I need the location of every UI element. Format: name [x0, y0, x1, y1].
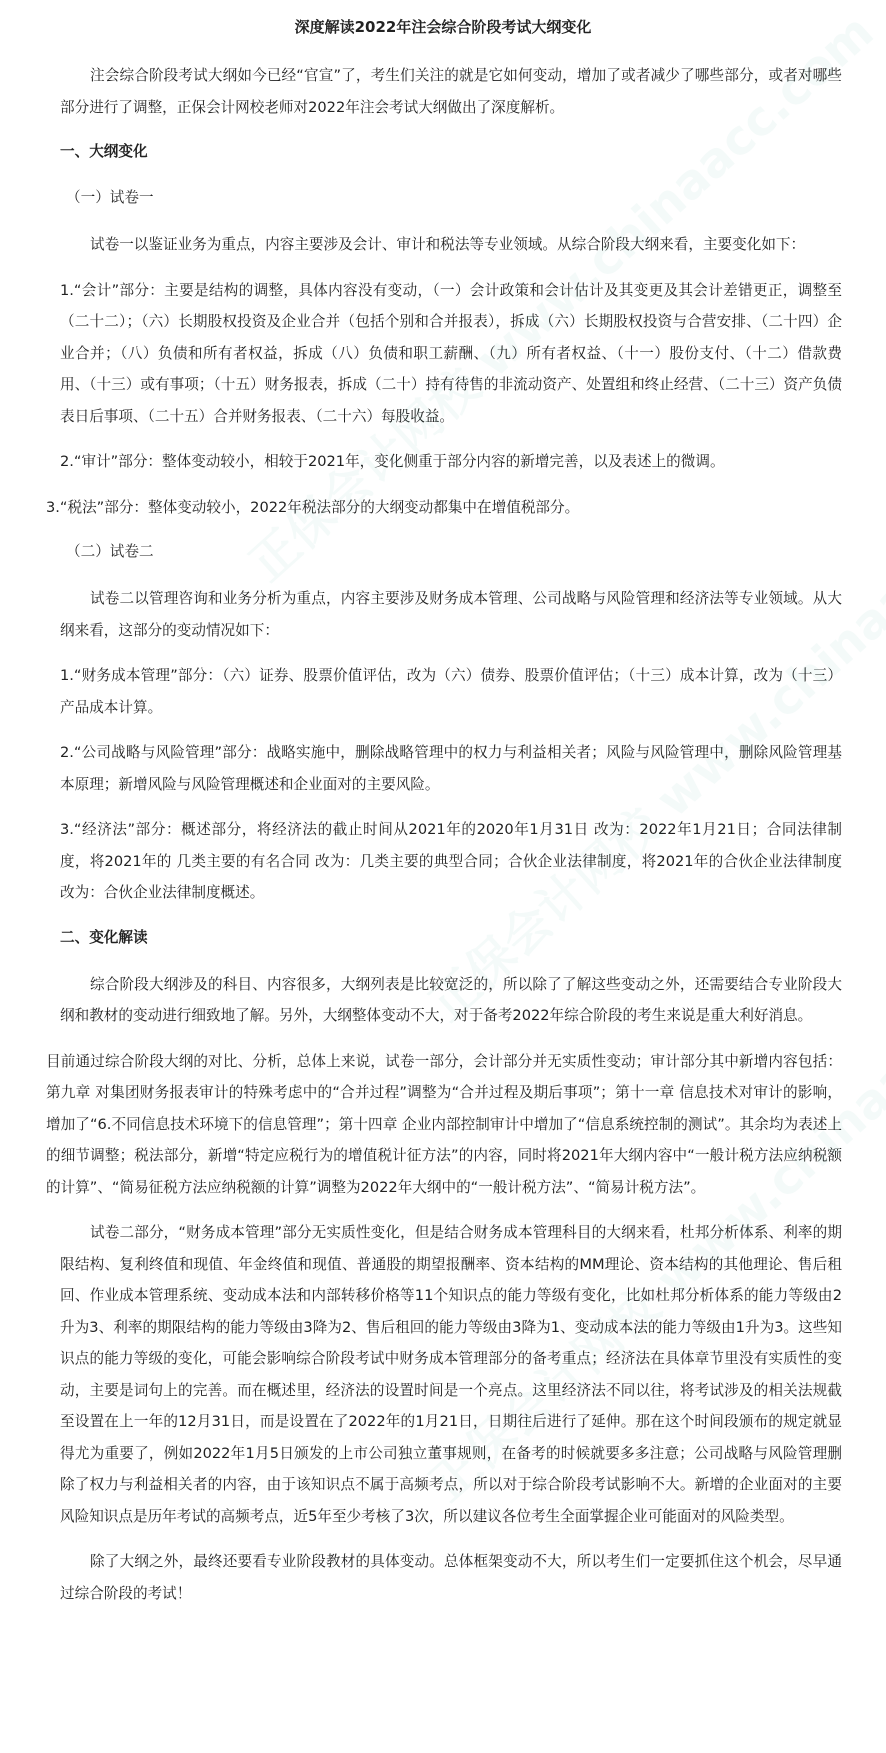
intro-paragraph: 注会综合阶段考试大纲如今已经“官宣”了，考生们关注的就是它如何变动，增加了或者减少了哪些部分，或者对哪些部分进行了调整，正保会计网校老师对2022年注会考试大纲做出了深度解析。	[60, 67, 842, 116]
subheading-paper-one: （一）试卷一	[66, 189, 154, 206]
subheading-paper-two: （二）试卷二	[66, 543, 154, 560]
interpretation-paragraph: 综合阶段大纲涉及的科目、内容很多，大纲列表是比较宽泛的，所以除了了解这些变动之外，还需要结合专业阶段大纲和教材的变动进行细致地了解。另外，大纲整体变动不大，对于备考2022年综合阶段的考生来说是重大利好消息。	[60, 975, 842, 1024]
article-title: 深度解读2022年注会综合阶段考试大纲变化	[294, 18, 592, 36]
interpretation-paragraph: 目前通过综合阶段大纲的对比、分析，总体上来说，试卷一部分，会计部分并无实质性变动；审计部分其中新增内容包括：第九章 对集团财务报表审计的特殊考虑中的“合并过程”调整为“合并过程及期后事项”；第十一章 信息技术对审计的影响，增加了“6.不同信息技术环境下的信息管理”；第十四章 企业内部控制审计中增加了“信息系统控制的测试”。其余均为表述上的细节调整；税法部分，新增“特定应税行为的增值税计征方法”的内容，同时将2021年大纲内容中“一般计税方法应纳税额的计算”、“简易征税方法应纳税额的计算”调整为2022年大纲中的“一般计税方法”、“简易计税方法”。	[46, 1052, 842, 1196]
section-heading-interpretation: 二、变化解读	[60, 928, 148, 946]
closing-paragraph: 除了大纲之外，最终还要看专业阶段教材的具体变动。总体框架变动不大，所以考生们一定要抓住这个机会，尽早通过综合阶段的考试！	[60, 1553, 842, 1602]
paper-two-item-strategy-risk: 2.“公司战略与风险管理”部分：战略实施中，删除战略管理中的权力与利益相关者；风险与风险管理中，删除风险管理基本原理；新增风险与风险管理概述和企业面对的主要风险。	[60, 744, 842, 793]
section-heading-outline-changes: 一、大纲变化	[60, 143, 148, 160]
paper-two-item-financial-cost: 1.“财务成本管理”部分：（六）证券、股票价值评估，改为（六）债券、股票价值评估；（十三）成本计算，改为（十三）产品成本计算。	[60, 667, 842, 716]
paper-one-intro: 试卷一以鉴证业务为重点，内容主要涉及会计、审计和税法等专业领域。从综合阶段大纲来看，主要变化如下：	[90, 236, 806, 253]
interpretation-paragraph: 试卷二部分，“财务成本管理”部分无实质性变化，但是结合财务成本管理科目的大纲来看，杜邦分析体系、利率的期限结构、复利终值和现值、年金终值和现值、普通股的期望报酬率、资本结构的MM理论、资本结构的其他理论、售后租回、作业成本管理系统、变动成本法和内部转移价格等11个知识点的能力等级有变化，比如杜邦分析体系的能力等级由2升为3、利率的期限结构的能力等级由3降为2、售后租回的能力等级由3降为1、变动成本法的能力等级由1升为3。这些知识点的能力等级的变化，可能会影响综合阶段考试中财务成本管理部分的备考重点；经济法在具体章节里没有实质性的变动，主要是词句上的完善。而在概述里，经济法的设置时间是一个亮点。这里经济法不同以往，将考试涉及的相关法规截至设置在上一年的12月31日，而是设置在了2022年的1月21日，日期往后进行了延伸。那在这个时间段颁布的规定就显得尤为重要了，例如2022年1月5日颁发的上市公司独立董事规则，在备考的时候就要多多注意；公司战略与风险管理删除了权力与利益相关者的内容，由于该知识点不属于高频考点，所以对于综合阶段考试影响不大。新增的企业面对的主要风险知识点是历年考试的高频考点，近5年至少考核了3次，所以建议各位考生全面掌握企业可能面对的风险类型。	[60, 1224, 842, 1525]
paper-one-item-accounting: 1.“会计”部分：主要是结构的调整，具体内容没有变动，（一）会计政策和会计估计及其变更及其会计差错更正，调整至（二十二）；（六）长期股权投资及企业合并（包括个别和合并报表），拆成（六）长期股权投资与合营安排、（二十四）企业合并；（八）负债和所有者权益，拆成（八）负债和职工薪酬、（九）所有者权益、（十一）股份支付、（十二）借款费用、（十三）或有事项；（十五）财务报表，拆成（二十）持有待售的非流动资产、处置组和终止经营、（二十三）资产负债表日后事项、（二十五）合并财务报表、（二十六）每股收益。	[60, 281, 842, 425]
paper-two-item-economic-law: 3.“经济法”部分：概述部分，将经济法的截止时间从2021年的2020年1月31日 改为：2022年1月21日；合同法律制度，将2021年的 几类主要的有名合同 改为：几类主要的典型合同；合伙企业法律制度，将2021年的合伙企业法律制度改为：合伙企业法律制度概述。	[60, 821, 842, 901]
paper-one-item-audit: 2.“审计”部分：整体变动较小，相较于2021年，变化侧重于部分内容的新增完善，以及表述上的微调。	[60, 453, 725, 470]
paper-two-intro: 试卷二以管理咨询和业务分析为重点，内容主要涉及财务成本管理、公司战略与风险管理和经济法等专业领域。从大纲来看，这部分的变动情况如下：	[60, 590, 842, 639]
paper-one-item-tax: 3.“税法”部分：整体变动较小，2022年税法部分的大纲变动都集中在增值税部分。	[46, 498, 580, 516]
